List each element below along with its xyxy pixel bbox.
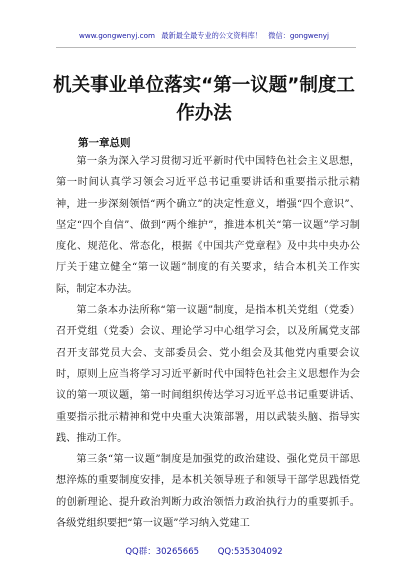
chapter-heading: 第一章总则 [78,137,131,149]
document-body [56,151,360,534]
page-header [0,31,408,41]
wechat-id: 微信：gongwenyj [268,31,330,40]
qq-group-number: QQ群：30265665 [125,547,200,557]
paragraph-article-1: 第一条为深入学习贯彻习近平新时代中国特色社会主义思想，第一时间认真学习领会习近平总书记重要讲话和重要指示批示精神，进一步深刻领悟“两个确立”的决定性意义，增强“四个意识”、坚定“四个自信”、做到“两个维护”，推进本机关“第一议题”学习制度化、规范化、常态化，根据《中国共产党章程》及中共中央办公厅关于建立健全“第一议题”制度的有关要求，结合本机关工作实际，制定本办法。 [56,156,360,295]
paragraph-article-3: 第三条“第一议题”制度是加强党的政治建设、强化党员干部思想淬炼的重要制度安排，是本机关领导班子和领导干部学思践悟党的创新理论、提升政治判断力政治领悟力政治执行力的重要抓手。各级党组织要把“第一议题”学习纳入党建工 [56,454,360,530]
site-url-link[interactable]: www.gongwenyj.com [78,31,156,40]
header-divider [56,47,356,48]
site-slogan: 最新最全最专业的公文资料库！ [161,31,262,40]
document-title: 机关事业单位落实“第一议题”制度工作办法 [53,75,355,124]
page-footer [0,545,408,557]
qq-number: QQ:535304092 [217,547,283,557]
paragraph-article-2: 第二条本办法所称“第一议题”制度，是指本机关党组（党委）召开党组（党委）会议、理论学习中心组学习会，以及所属党支部召开支部党员大会、支部委员会、党小组会及其他党内重要会议时，原则上应当将学习习近平新时代中国特色社会主义思想作为会议的第一项议题，第一时间组织传达学习习近平总书记重要讲话、重要指示批示精神和党中央重大决策部署，用以武装头脑、指导实践、推动工作。 [56,305,360,444]
